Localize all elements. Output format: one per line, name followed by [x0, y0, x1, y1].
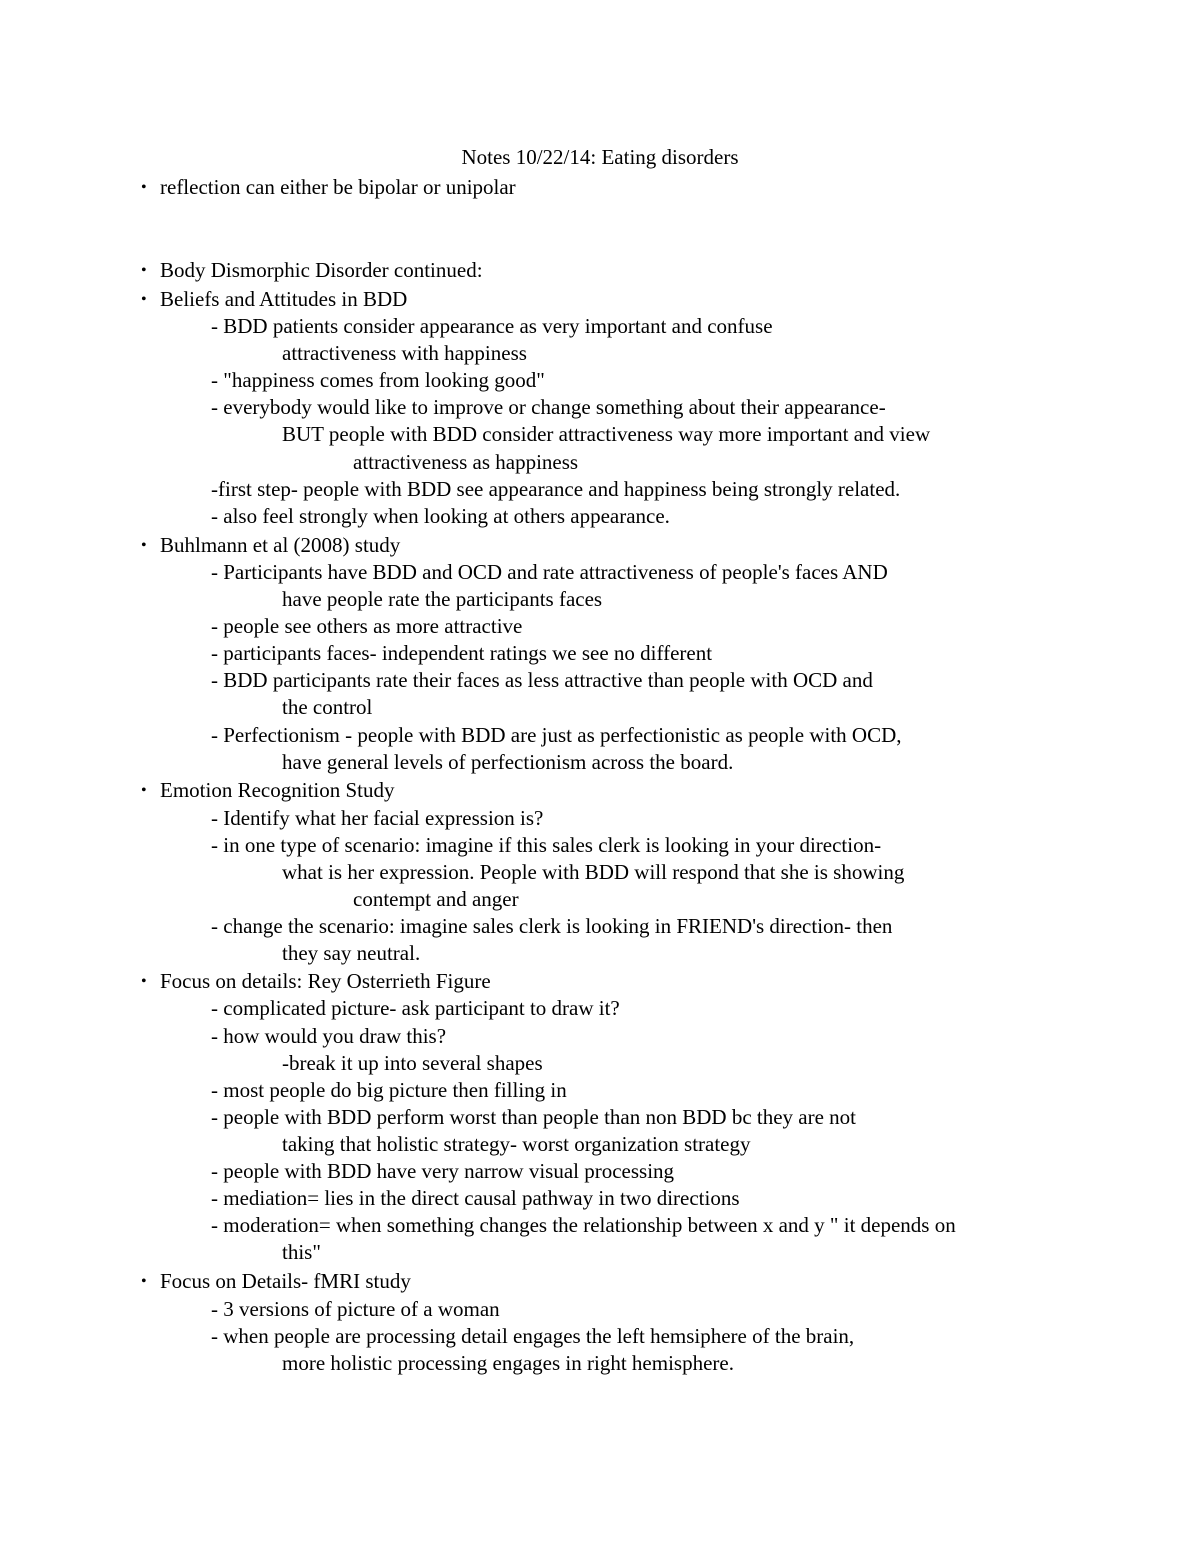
- note-line: - how would you draw this?: [211, 1024, 447, 1048]
- note-line: - moderation= when something changes the relationship between x and y " it depends on: [211, 1213, 956, 1237]
- note-line: this": [282, 1240, 321, 1264]
- note-line: - most people do big picture then filling in: [211, 1078, 567, 1102]
- note-line: -break it up into several shapes: [282, 1051, 543, 1075]
- bullet-icon: •: [141, 537, 147, 554]
- bullet-icon: •: [141, 782, 147, 799]
- note-line: - people see others as more attractive: [211, 614, 523, 638]
- note-line: BUT people with BDD consider attractiveness way more important and view: [282, 422, 931, 446]
- note-line: have people rate the participants faces: [282, 587, 603, 611]
- page-title: Notes 10/22/14: Eating disorders: [461, 145, 739, 169]
- note-line: - Participants have BDD and OCD and rate attractiveness of people's faces AND: [211, 560, 888, 584]
- bullet-icon: •: [141, 262, 147, 279]
- note-line: - "happiness comes from looking good": [211, 368, 545, 392]
- note-line: - BDD participants rate their faces as less attractive than people with OCD and: [211, 668, 873, 692]
- note-line: - people with BDD perform worst than people than non BDD bc they are not: [211, 1105, 857, 1129]
- note-line: - 3 versions of picture of a woman: [211, 1297, 500, 1321]
- note-line: - complicated picture- ask participant to draw it?: [211, 996, 620, 1020]
- note-line: more holistic processing engages in right hemisphere.: [282, 1351, 734, 1375]
- note-line: - change the scenario: imagine sales clerk is looking in FRIEND's direction- then: [211, 914, 893, 938]
- note-line: attractiveness as happiness: [353, 450, 579, 474]
- note-line: - when people are processing detail engages the left hemsiphere of the brain,: [211, 1324, 855, 1348]
- note-line: - participants faces- independent ratings we see no different: [211, 641, 713, 665]
- note-heading: Body Dismorphic Disorder continued:: [160, 258, 483, 282]
- note-line: taking that holistic strategy- worst organization strategy: [282, 1132, 751, 1156]
- bullet-icon: •: [141, 1273, 147, 1290]
- note-line: - everybody would like to improve or change something about their appearance-: [211, 395, 886, 419]
- bullet-icon: •: [141, 179, 147, 196]
- note-line: they say neutral.: [282, 941, 421, 965]
- bullet-icon: •: [141, 973, 147, 990]
- note-line: - mediation= lies in the direct causal pathway in two directions: [211, 1186, 740, 1210]
- note-heading: Emotion Recognition Study: [160, 778, 395, 802]
- note-line: - also feel strongly when looking at others appearance.: [211, 504, 670, 528]
- note-line: have general levels of perfectionism across the board.: [282, 750, 734, 774]
- note-line: - Identify what her facial expression is?: [211, 806, 544, 830]
- note-heading: Focus on Details- fMRI study: [160, 1269, 411, 1293]
- note-line: -first step- people with BDD see appearance and happiness being strongly related.: [211, 477, 901, 501]
- note-line: - Perfectionism - people with BDD are just as perfectionistic as people with OCD,: [211, 723, 902, 747]
- note-heading: Buhlmann et al (2008) study: [160, 533, 401, 557]
- note-line: - in one type of scenario: imagine if this sales clerk is looking in your direction-: [211, 833, 882, 857]
- note-line: contempt and anger: [353, 887, 519, 911]
- note-line: - BDD patients consider appearance as very important and confuse: [211, 314, 773, 338]
- note-heading: Beliefs and Attitudes in BDD: [160, 287, 408, 311]
- note-line: - people with BDD have very narrow visual processing: [211, 1159, 675, 1183]
- note-heading: reflection can either be bipolar or unipolar: [160, 175, 516, 199]
- note-line: attractiveness with happiness: [282, 341, 527, 365]
- note-heading: Focus on details: Rey Osterrieth Figure: [160, 969, 491, 993]
- note-line: the control: [282, 695, 373, 719]
- bullet-icon: •: [141, 291, 147, 308]
- note-line: what is her expression. People with BDD will respond that she is showing: [282, 860, 905, 884]
